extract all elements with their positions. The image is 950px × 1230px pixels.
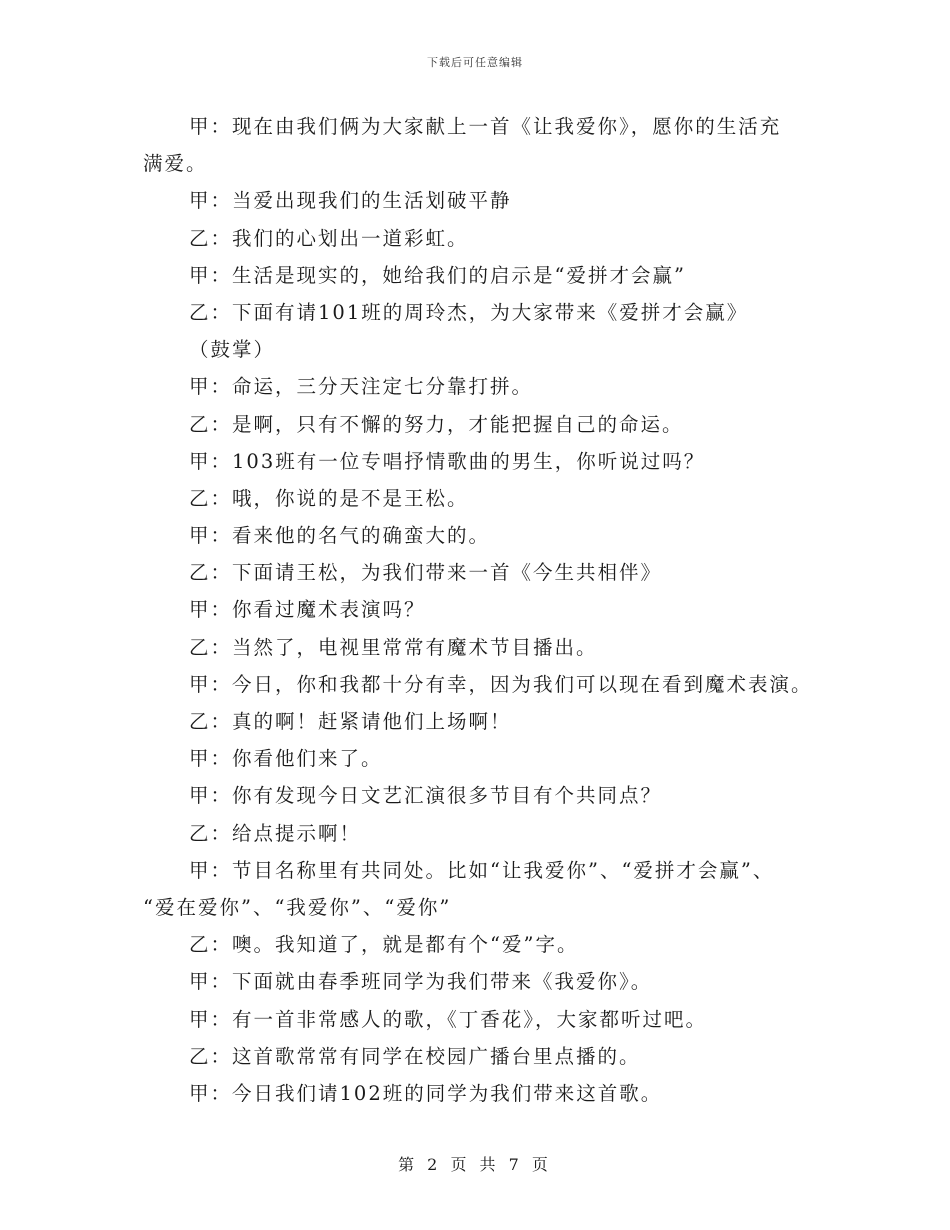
text-line: 甲：下面就由春季班同学为我们带来《我爱你》。 — [189, 970, 653, 994]
text-line: 乙：噢。我知道了，就是都有个“爱”字。 — [189, 933, 579, 957]
page-footer: 第 2 页 共 7 页 — [398, 1155, 552, 1174]
document-body — [143, 108, 818, 1112]
text-line: 甲：命运，三分天注定七分靠打拼。 — [189, 375, 534, 399]
text-line: 乙：我们的心划出一道彩虹。 — [189, 226, 469, 250]
text-line: 乙：给点提示啊！ — [189, 821, 362, 845]
text-line: 甲：节目名称里有共同处。比如“让我爱你”、“爱拼才会赢”、 — [189, 858, 775, 882]
text-line: 甲：你看过魔术表演吗？ — [189, 598, 426, 622]
text-line: 甲：现在由我们俩为大家献上一首《让我爱你》，愿你的生活充 — [189, 115, 782, 138]
text-line: 甲：今日我们请102班的同学为我们带来这首歌。 — [189, 1081, 663, 1105]
text-line: 甲：今日，你和我都十分有幸，因为我们可以现在看到魔术表演。 — [189, 672, 813, 696]
text-line: 甲：当爱出现我们的生活划破平静 — [189, 189, 512, 213]
text-line: 甲：103班有一位专唱抒情歌曲的男生，你听说过吗？ — [189, 449, 706, 473]
text-line: 甲：有一首非常感人的歌，《丁香花》，大家都听过吧。 — [189, 1007, 708, 1031]
text-line: “爱在爱你”、“我爱你”、“爱你” — [143, 895, 452, 919]
text-line: 甲：你有发现今日文艺汇演很多节目有个共同点？ — [189, 784, 663, 808]
text-line: 乙：下面请王松，为我们带来一首《今生共相伴》 — [189, 561, 663, 585]
text-line: 甲：看来他的名气的确蛮大的。 — [189, 524, 491, 548]
text-line: 乙：是啊，只有不懈的努力，才能把握自己的命运。 — [189, 412, 684, 436]
text-line: 乙：这首歌常常有同学在校园广播台里点播的。 — [189, 1044, 641, 1068]
text-line: （鼓掌） — [189, 338, 276, 362]
text-line: 乙：真的啊！赶紧请他们上场啊！ — [189, 710, 512, 733]
text-line: 乙：哦，你说的是不是王松。 — [189, 486, 469, 510]
text-line: 满爱。 — [143, 152, 208, 176]
text-line: 甲：生活是现实的，她给我们的启示是“爱拼才会赢” — [189, 263, 686, 287]
text-line: 乙：下面有请101班的周玲杰，为大家带来《爱拼才会赢》 — [189, 300, 749, 324]
text-line: 甲：你看他们来了。 — [189, 747, 383, 771]
text-line: 乙：当然了，电视里常常有魔术节目播出。 — [189, 635, 598, 659]
page-header: 下载后可任意编辑 — [427, 56, 523, 69]
